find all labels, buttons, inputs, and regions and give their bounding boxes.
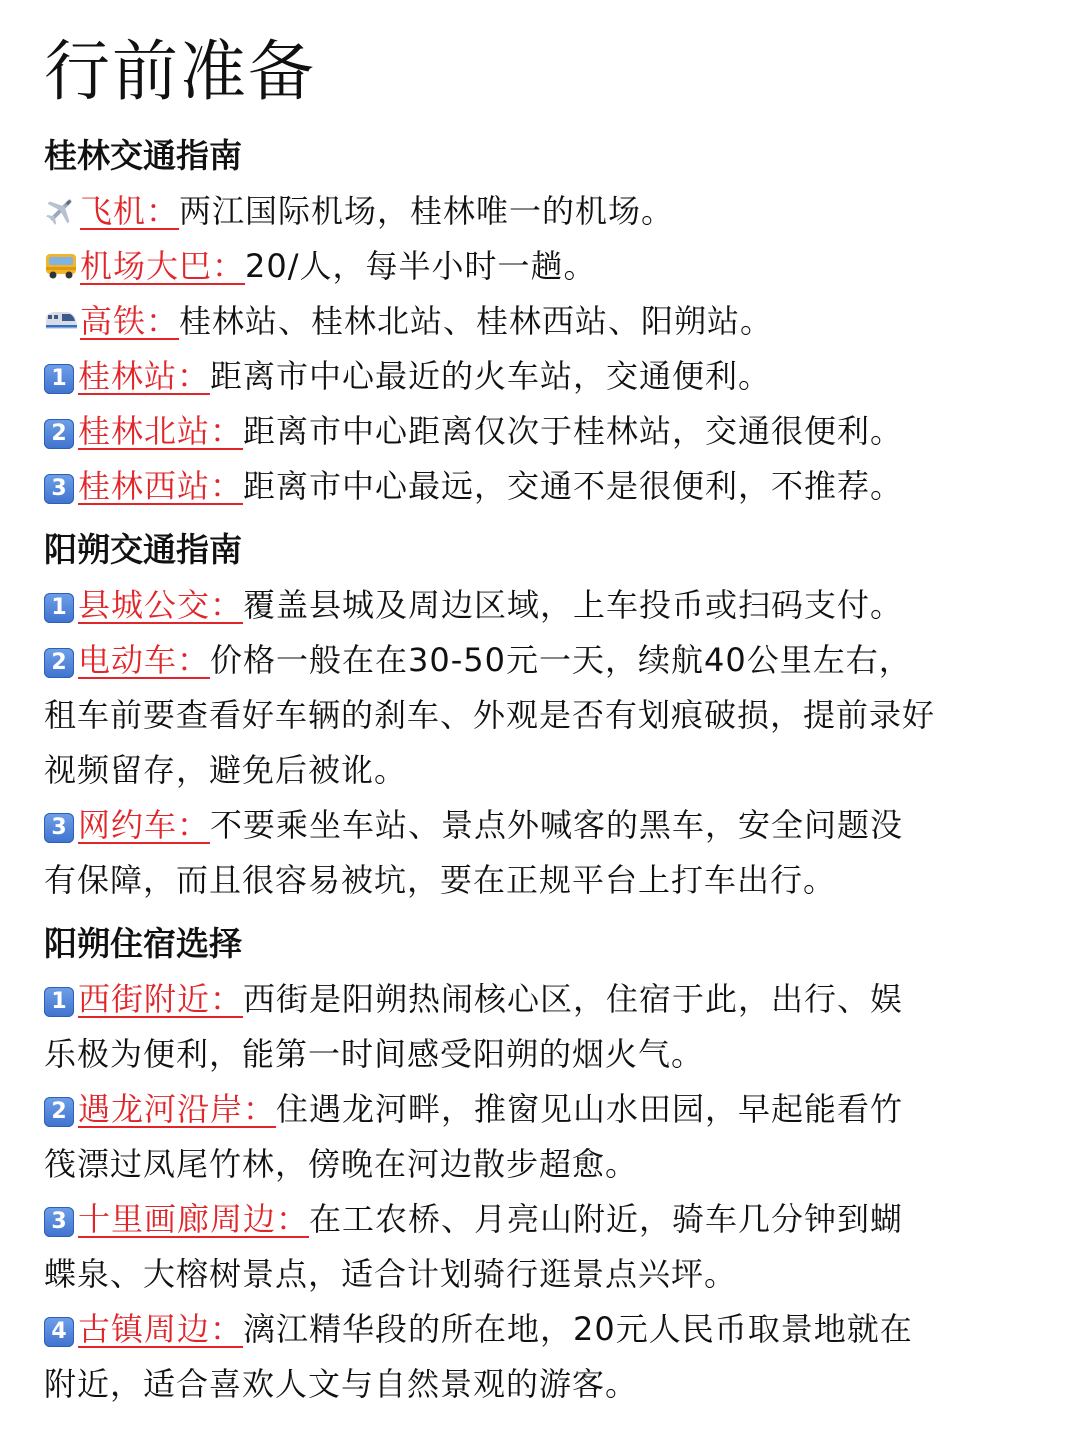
item-text: 西街是阳朔热闹核心区，住宿于此，出行、娱 [243, 980, 904, 1018]
item-label: 高铁： [80, 302, 180, 340]
item-text: 距离市中心距离仅次于桂林站，交通很便利。 [243, 412, 904, 450]
item-text: 在工农桥、月亮山附近，骑车几分钟到蝴 [309, 1200, 904, 1238]
text-line [44, 1357, 1040, 1412]
item-text: 价格一般在在30-50元一天，续航40公里左右， [210, 641, 912, 679]
text-line [44, 578, 1040, 633]
text-line [44, 798, 1040, 853]
text-line [44, 294, 1040, 349]
item-label: 遇龙河沿岸： [78, 1090, 277, 1128]
text-line [44, 239, 1040, 294]
item-text: 视频留存，避免后被讹。 [44, 751, 408, 789]
item-label: 桂林西站： [78, 467, 244, 505]
item-label: 县城公交： [78, 586, 244, 624]
item-text: 住遇龙河畔，推窗见山水田园，早起能看竹 [276, 1090, 904, 1128]
text-line [44, 1247, 1040, 1302]
item-text: 20/人，每半小时一趟。 [245, 247, 597, 285]
number-2-icon: 2 [44, 648, 74, 678]
item-label: 十里画廊周边： [78, 1200, 310, 1238]
text-line [44, 972, 1040, 1027]
airplane-icon [44, 189, 78, 223]
item-label: 电动车： [78, 641, 211, 679]
item-text: 租车前要查看好车辆的刹车、外观是否有划痕破损，提前录好 [44, 696, 936, 734]
text-line [44, 184, 1040, 239]
item-text: 桂林站、桂林北站、桂林西站、阳朔站。 [179, 302, 774, 340]
text-line [44, 1027, 1040, 1082]
text-line [44, 404, 1040, 459]
item-text: 距离市中心最近的火车站，交通便利。 [210, 357, 772, 395]
content [44, 128, 1040, 1412]
text-line [44, 633, 1040, 688]
number-2-icon: 2 [44, 419, 74, 449]
section-heading: 阳朔交通指南 [44, 530, 242, 569]
item-text: 附近，适合喜欢人文与自然景观的游客。 [44, 1365, 639, 1403]
bullet-train-icon [44, 299, 78, 333]
item-text: 漓江精华段的所在地，20元人民币取景地就在 [243, 1310, 913, 1348]
text-line [44, 743, 1040, 798]
text-line [44, 853, 1040, 908]
item-text: 有保障，而且很容易被坑，要在正规平台上打车出行。 [44, 861, 837, 899]
item-text: 两江国际机场，桂林唯一的机场。 [179, 192, 675, 230]
number-2-icon: 2 [44, 1097, 74, 1127]
text-line [44, 688, 1040, 743]
number-4-icon: 4 [44, 1317, 74, 1347]
text-line [44, 1192, 1040, 1247]
item-text: 距离市中心最远，交通不是很便利，不推荐。 [243, 467, 904, 505]
text-line [44, 349, 1040, 404]
item-text: 覆盖县城及周边区域，上车投币或扫码支付。 [243, 586, 904, 624]
item-label: 桂林北站： [78, 412, 244, 450]
number-1-icon: 1 [44, 987, 74, 1017]
text-line [44, 1302, 1040, 1357]
page-title: 行前准备 [44, 33, 316, 110]
text-line [44, 459, 1040, 514]
number-1-icon: 1 [44, 364, 74, 394]
bus-icon [44, 244, 78, 278]
number-3-icon: 3 [44, 474, 74, 504]
item-text: 不要乘坐车站、景点外喊客的黑车，安全问题没 [210, 806, 904, 844]
text-line [44, 1137, 1040, 1192]
item-label: 飞机： [80, 192, 180, 230]
section-heading: 阳朔住宿选择 [44, 924, 242, 963]
number-1-icon: 1 [44, 593, 74, 623]
number-3-icon: 3 [44, 813, 74, 843]
item-label: 机场大巴： [80, 247, 246, 285]
number-3-icon: 3 [44, 1207, 74, 1237]
item-text: 蝶泉、大榕树景点，适合计划骑行逛景点兴坪。 [44, 1255, 738, 1293]
text-line [44, 1082, 1040, 1137]
item-label: 桂林站： [78, 357, 211, 395]
item-label: 网约车： [78, 806, 211, 844]
section-heading: 桂林交通指南 [44, 136, 242, 175]
item-text: 筏漂过凤尾竹林，傍晚在河边散步超愈。 [44, 1145, 639, 1183]
item-label: 西街附近： [78, 980, 244, 1018]
item-text: 乐极为便利，能第一时间感受阳朔的烟火气。 [44, 1035, 705, 1073]
item-label: 古镇周边： [78, 1310, 244, 1348]
